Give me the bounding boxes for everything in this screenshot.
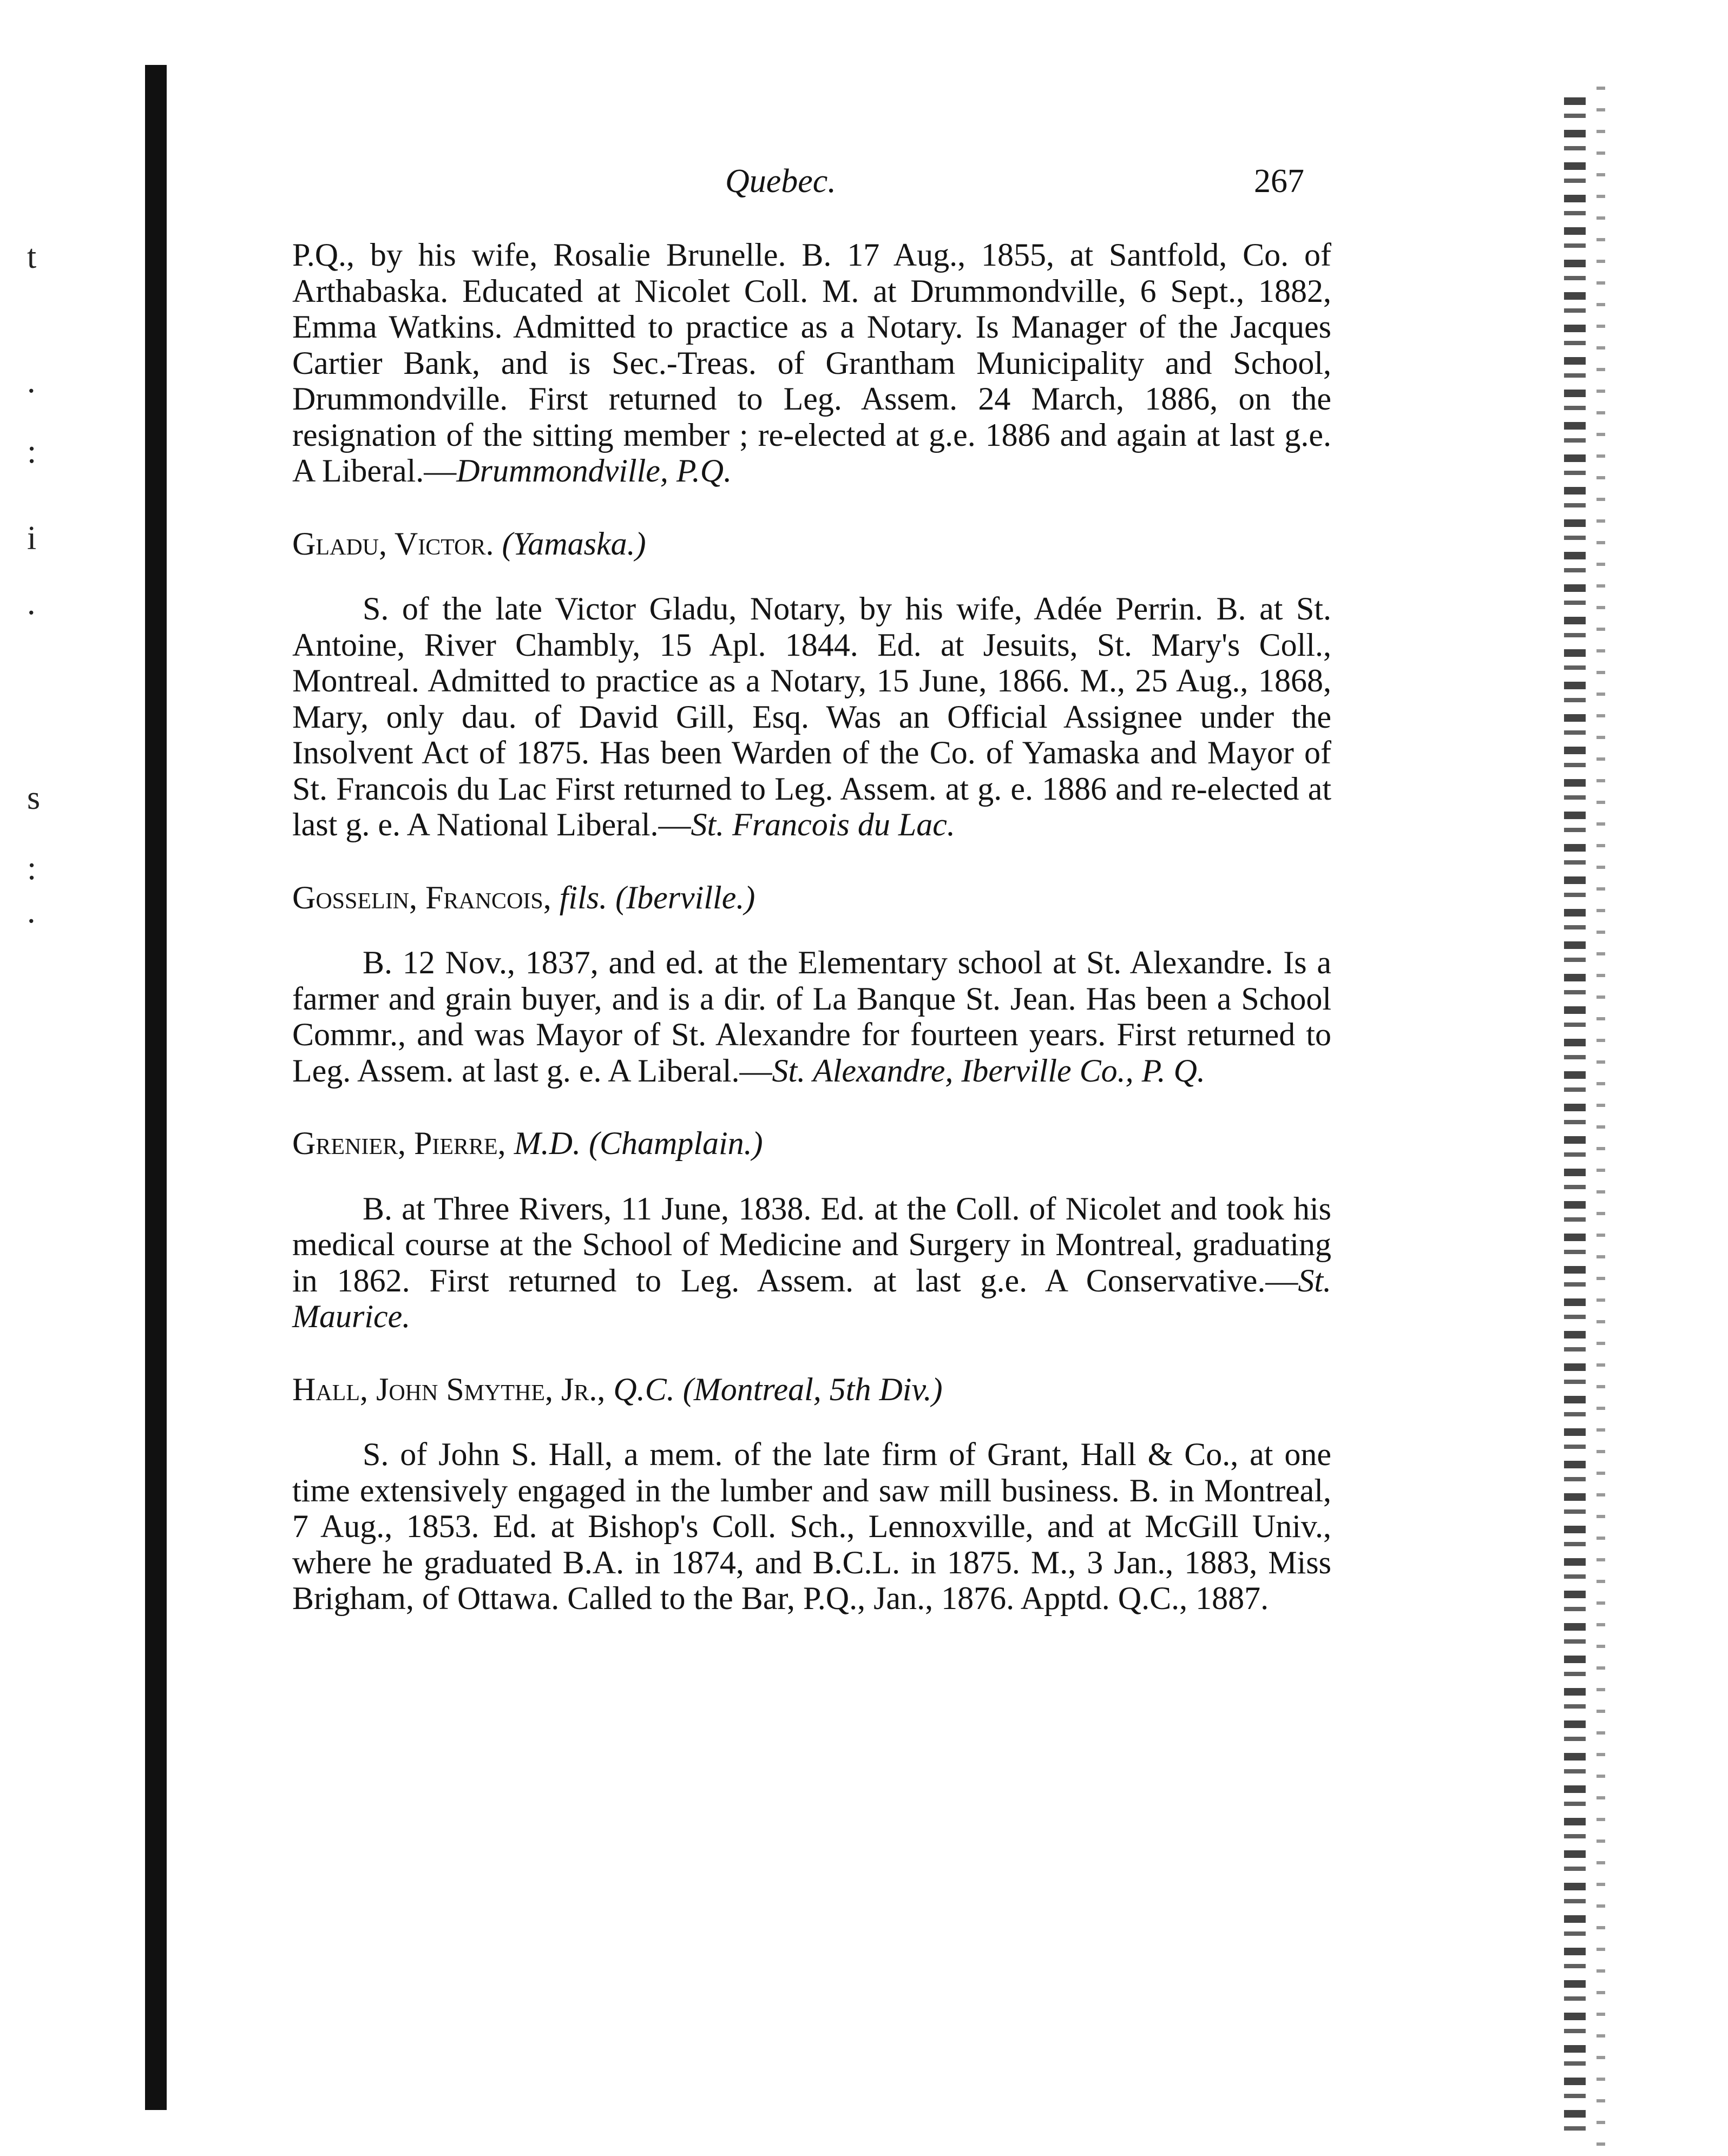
- entry-name: Gosselin, Francois,: [292, 879, 551, 915]
- entry-name: Gladu, Victor.: [292, 525, 494, 562]
- entry-name: Grenier, Pierre,: [292, 1125, 506, 1161]
- entry-address: St. Maurice.: [292, 1262, 1331, 1334]
- scan-edge-noise: [1564, 97, 1586, 2142]
- entry-body: [292, 591, 1331, 843]
- entry-suffix: M.D.: [514, 1125, 581, 1161]
- entry-name: Hall, John Smythe, Jr.,: [292, 1371, 606, 1407]
- running-title: Quebec.: [725, 163, 836, 200]
- entry-constituency: (Montreal, 5th Div.): [682, 1371, 943, 1407]
- margin-mark: s: [27, 780, 41, 816]
- entry-body: [292, 945, 1331, 1089]
- entry-text: S. of the late Victor Gladu, Notary, by his wife, Adée Perrin. B. at St. Antoine, River Chambly, 15 Apl. 1844. Ed. at Jesuits, St. Mary's Coll., Montreal. Admitted to practice as a Notary, 15 June, 1866. M., 25 Aug., 1868, Mary, only dau. of David Gill, Esq. Was an Official Assignee under the Insolvent Act of 1875. Has been Warden of the Co. of Yamaska and Mayor of St. Francois du Lac First returned to Leg. Assem. at g. e. 1886 and re-elected at last g. e. A National Liberal.—: [292, 591, 1331, 842]
- margin-mark: t: [27, 239, 37, 275]
- margin-mark: i: [27, 520, 37, 557]
- entry-text: P.Q., by his wife, Rosalie Brunelle. B. 17 Aug., 1855, at Santfold, Co. of Arthabaska. Educated at Nicolet Coll. M. at Drummondville, 6 Sept., 1882, Emma Watkins. Admitted to practice as a Notary. Is Manager of the Jacques Cartier Bank, and is Sec.-Treas. of Grantham Municipality and School, Drummondville. First returned to Leg. Assem. 24 March, 1886, on the resignation of the sitting member ; re-elected at g.e. 1886 and again at last g.e. A Liberal.—: [292, 237, 1331, 489]
- entry-suffix: fils.: [559, 879, 608, 915]
- page-header: [303, 162, 1304, 216]
- entry-constituency: (Iberville.): [615, 879, 755, 915]
- margin-mark: :: [27, 850, 37, 887]
- entry-body: [292, 1191, 1331, 1335]
- page-number: 267: [1254, 163, 1304, 200]
- entry-suffix: Q.C.: [613, 1371, 675, 1407]
- entry-address: Drummondville, P.Q.: [456, 453, 732, 489]
- entry-address: St. Alexandre, Iberville Co., P. Q.: [772, 1052, 1205, 1089]
- entry-heading: [292, 880, 1331, 916]
- entry-continuation: [292, 237, 1331, 489]
- entry-heading: [292, 1125, 1331, 1162]
- entry-heading: [292, 526, 1331, 562]
- entry-text: B. at Three Rivers, 11 June, 1838. Ed. at the Coll. of Nicolet and took his medical course at the School of Medicine and Surgery in Montreal, graduating in 1862. First returned to Leg. Assem. at last g.e. A Conservative.—: [292, 1190, 1331, 1298]
- entry-body: [292, 1436, 1331, 1617]
- binding-shadow: [145, 65, 167, 2110]
- margin-mark: .: [27, 363, 36, 400]
- entry-heading: [292, 1372, 1331, 1408]
- margin-mark: .: [27, 585, 36, 622]
- page-body: [292, 237, 1331, 1617]
- entry-text: S. of John S. Hall, a mem. of the late firm of Grant, Hall & Co., at one time extensively engaged in the lumber and saw mill business. B. in Montreal, 7 Aug., 1853. Ed. at Bishop's Coll. Sch., Lennoxville, and at McGill Univ., where he graduated B.A. in 1874, and B.C.L. in 1875. M., 3 Jan., 1883, Miss Brigham, of Ottawa. Called to the Bar, P.Q., Jan., 1876. Apptd. Q.C., 1887.: [292, 1436, 1331, 1616]
- margin-mark: .: [27, 893, 36, 930]
- entry-address: St. Francois du Lac.: [691, 807, 955, 842]
- margin-mark: :: [27, 433, 37, 470]
- scan-edge-noise-secondary: [1596, 87, 1605, 2153]
- entry-text: B. 12 Nov., 1837, and ed. at the Elementary school at St. Alexandre. Is a farmer and grain buyer, and is a dir. of La Banque St. Jean. Has been a School Commr., and was Mayor of St. Alexandre for fourteen years. First returned to Leg. Assem. at last g. e. A Liberal.—: [292, 945, 1331, 1089]
- entry-constituency: (Champlain.): [589, 1125, 763, 1161]
- entry-constituency: (Yamaska.): [502, 525, 646, 562]
